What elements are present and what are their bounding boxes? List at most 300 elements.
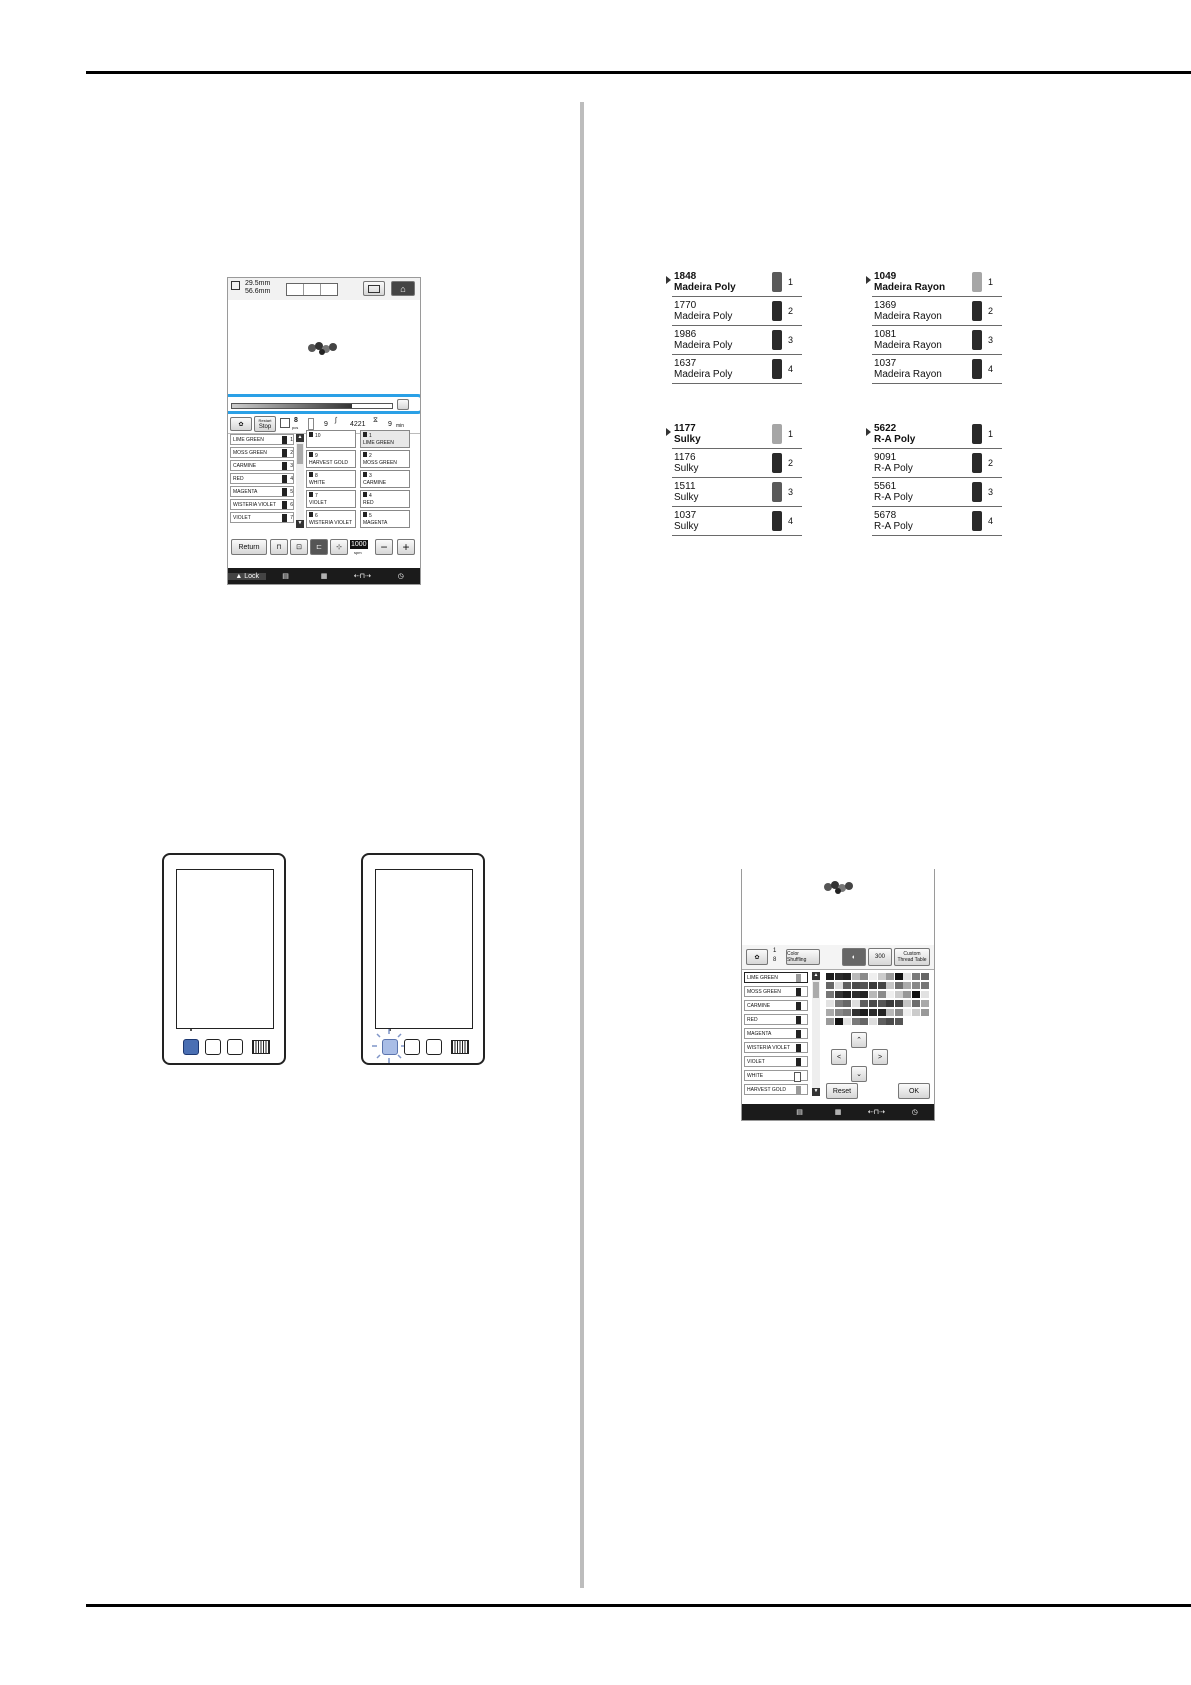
arrow-left-button[interactable] [831,1049,847,1065]
palette-swatch[interactable] [860,1018,868,1025]
color-name: HARVEST GOLD [747,1087,786,1093]
palette-swatch[interactable] [835,982,843,989]
device-illustration-off [162,853,286,1065]
color-list-scrollbar[interactable] [812,972,820,1096]
palette-swatch[interactable] [895,1000,903,1007]
palette-swatch[interactable] [852,991,860,998]
scroll-thumb[interactable] [813,982,819,998]
scroll-down-button[interactable]: ▼ [813,1088,819,1094]
sequence-number: 7 [315,493,318,499]
palette-swatch[interactable] [826,982,834,989]
thread-row[interactable] [872,326,1002,355]
spool-icon [972,330,982,350]
thread-table-sulky [672,420,802,536]
thread-code: 1177 [674,423,696,434]
palette-swatch[interactable] [843,1000,851,1007]
palette-swatch[interactable] [903,1018,911,1025]
palette-swatch[interactable] [903,991,911,998]
spool-icon [972,359,982,379]
magnify-icon[interactable] [280,418,290,428]
key-3 [227,1039,243,1055]
palette-swatch[interactable] [869,991,877,998]
palette-swatch[interactable] [878,1018,886,1025]
sequence-number: 6 [315,513,318,519]
color-list-item[interactable] [230,434,294,445]
speed-value: 1000 [351,541,367,548]
sequence-color-name: VIOLET [309,500,327,506]
thread-color-swatch [796,1058,801,1066]
thread-number: 3 [988,486,994,497]
color-list-item[interactable] [744,1070,808,1081]
spool-icon [772,453,782,473]
palette-swatch[interactable] [878,1009,886,1016]
palette-swatch[interactable] [903,1000,911,1007]
speed-decrease-button[interactable] [375,539,393,555]
thread-code: 9091 [874,452,897,463]
color-number: 1 [290,437,293,443]
thread-code: 5678 [874,510,897,521]
scroll-up-button[interactable]: ▲ [813,972,819,978]
thread-brand: R-A Poly [874,434,916,445]
palette-swatch[interactable] [886,991,894,998]
sequence-now: 9 [324,421,328,428]
thread-color-swatch [363,452,367,457]
sequence-cell[interactable] [306,470,356,488]
color-name: MOSS GREEN [747,989,781,995]
sequence-number: 2 [369,453,372,459]
time-icon: ⧖ [373,417,378,424]
thread-row[interactable] [872,268,1002,297]
thread-code: 1081 [874,329,897,340]
palette-swatch[interactable] [860,982,868,989]
thread-number: 4 [988,515,994,526]
document-icon[interactable]: ▤ [282,573,289,580]
color-list-item[interactable] [744,1056,808,1067]
palette-swatch[interactable] [852,1018,860,1025]
thread-code: 1770 [674,300,697,311]
color-list-item[interactable] [230,499,294,510]
thread-row[interactable] [672,355,802,384]
thread-number: 1 [788,428,794,439]
slider-handle[interactable] [397,399,409,410]
color-name: MOSS GREEN [233,450,267,456]
color-list-item[interactable] [744,1000,808,1011]
palette-swatch[interactable] [878,973,886,980]
blink-rays-icon [370,1027,408,1065]
spool-icon [972,301,982,321]
palette-swatch[interactable] [912,1000,920,1007]
thread-row[interactable] [872,478,1002,507]
color-list-item[interactable] [230,512,294,523]
color-name: MAGENTA [747,1031,772,1037]
bottom-rule [86,1604,1191,1607]
restart-label: Restart [258,418,272,423]
sequence-color-name: MAGENTA [363,520,388,526]
thread-number: 3 [788,334,794,345]
bottom-controls [228,536,420,558]
palette-swatch[interactable] [860,991,868,998]
sequence-color-name: WHITE [309,480,326,486]
spool-icon [972,424,982,444]
thread-code: 1037 [874,358,897,369]
sequence-cell[interactable] [360,510,410,528]
color-name: CARMINE [233,463,257,469]
thread-code: 5622 [874,423,897,434]
thumb-icon: ✿ [238,421,244,428]
document-icon[interactable]: ▤ [796,1109,803,1116]
palette-swatch[interactable] [869,1018,877,1025]
scroll-down-button[interactable]: ▼ [297,520,303,526]
color-list-item[interactable] [744,1014,808,1025]
ok-button[interactable]: OK [898,1083,930,1099]
thread-color-swatch [794,1072,801,1082]
palette-swatch[interactable] [921,973,929,980]
color-unit: pcs [292,425,299,430]
presser-foot-icon[interactable]: ⇠⊓⇢ [867,1109,886,1116]
sequence-number: 10 [315,433,321,439]
thread-number: 1 [988,428,994,439]
minus-icon: − [380,540,388,554]
floral-design-thumbnail [306,340,340,356]
thread-code: 1511 [674,481,696,492]
color-list-item[interactable] [744,1042,808,1053]
thread-brand: Sulky [674,434,701,445]
color-number: 3 [290,463,293,469]
palette-swatch[interactable] [878,982,886,989]
arrow-right-button[interactable] [872,1049,888,1065]
thread-label [672,358,772,380]
palette-swatch[interactable] [921,1009,929,1016]
color-list-scrollbar[interactable] [296,434,304,528]
thread-number: 2 [788,457,794,468]
palette-swatch[interactable] [843,973,851,980]
color-list-item[interactable] [744,986,808,997]
arrow-up-button[interactable] [851,1032,867,1048]
thread-row[interactable] [872,297,1002,326]
sequence-color-name: CARMINE [363,480,387,486]
design-thumb-button[interactable] [746,949,768,965]
thread-row[interactable] [672,478,802,507]
grid-key [252,1040,270,1054]
palette-swatch[interactable] [869,1000,877,1007]
palette-swatch[interactable] [835,991,843,998]
selected-arrow-icon [666,276,671,284]
thread-label [872,300,972,322]
palette-swatch[interactable] [869,973,877,980]
color-name: RED [747,1017,758,1023]
thread-color-swatch [796,1044,801,1052]
thread-color-swatch [282,514,287,522]
thread-brand: Madeira Rayon [874,340,942,351]
palette-swatch[interactable] [886,1000,894,1007]
home-button[interactable] [391,281,415,296]
presser-foot-icon[interactable]: ⇠⊓⇢ [353,573,372,580]
warning-icon: ▲ [235,572,243,580]
thread-spool-icon [308,418,314,430]
thread-color-swatch [796,1002,801,1010]
memory-icon [368,285,380,293]
color-name: MAGENTA [233,489,258,495]
thread-color-swatch [282,501,287,509]
color-list [742,972,812,1100]
thread-color-swatch [363,432,367,437]
stop-button[interactable] [254,416,276,432]
reset-button[interactable]: Reset [826,1083,858,1099]
thread-code: 1848 [674,271,697,282]
palette-swatch[interactable] [869,982,877,989]
sequence-cell[interactable] [306,490,356,508]
thread-row[interactable] [672,420,802,449]
palette-swatch[interactable] [826,991,834,998]
palette-swatch[interactable] [895,973,903,980]
palette-swatch[interactable] [826,1018,834,1025]
palette-swatch[interactable] [843,1018,851,1025]
palette-swatch[interactable] [826,973,834,980]
trim-icon: ⊏ [316,544,322,551]
palette-swatch[interactable] [912,1018,920,1025]
indicator-dot [190,1029,192,1031]
palette-swatch[interactable] [878,991,886,998]
sequence-cell[interactable] [360,450,410,468]
selected-arrow-icon [866,428,871,436]
palette-swatch[interactable] [826,1009,834,1016]
sequence-number: 1 [369,433,372,439]
lock-button[interactable] [228,573,266,580]
color-name: LIME GREEN [747,975,778,981]
frame-button[interactable] [290,539,308,555]
thread-number: 4 [988,363,994,374]
color-list-item[interactable] [744,972,808,983]
key-2 [404,1039,420,1055]
thread-color-swatch [282,488,287,496]
palette-swatch[interactable] [852,1009,860,1016]
selected-arrow-icon [666,428,671,436]
palette-swatch[interactable] [886,982,894,989]
palette-swatch[interactable] [912,982,920,989]
palette-swatch[interactable] [912,973,920,980]
thread-color-swatch [363,512,367,517]
sequence-cell[interactable] [306,430,356,448]
thread-number: 3 [788,486,794,497]
home-icon: ⌂ [400,283,406,294]
palette-swatch[interactable] [895,991,903,998]
stop-label: Stop [258,424,272,430]
palette-swatch[interactable] [860,973,868,980]
color-shuffling-button[interactable] [786,949,820,965]
palette-swatch[interactable] [826,1000,834,1007]
sequence-number: 8 [315,473,318,479]
spool-icon [772,272,782,292]
palette-swatch[interactable] [843,991,851,998]
color-list-item[interactable] [230,460,294,471]
thread-color-swatch [309,492,313,497]
selected-arrow-icon [866,276,871,284]
thread-brand: Madeira Rayon [874,369,942,380]
dimension-width: 29.5mm [245,280,271,287]
thread-code: 5561 [874,481,897,492]
palette-swatch[interactable] [921,982,929,989]
palette-swatch[interactable] [912,1009,920,1016]
embroidery-screen [227,277,421,585]
speed-unit: spm [354,550,362,555]
palette-swatch[interactable] [895,1018,903,1025]
thread-color-swatch [796,1030,801,1038]
palette-swatch[interactable] [886,973,894,980]
palette-swatch[interactable] [860,1009,868,1016]
embroidery-frame-icon[interactable]: ▦ [320,573,328,580]
palette-swatch[interactable] [903,973,911,980]
thread-row[interactable] [872,449,1002,478]
thread-trim-button[interactable] [310,539,328,555]
thread-color-swatch [363,472,367,477]
device-screen [176,869,274,1029]
position-buttons[interactable] [286,283,338,296]
thread-label [872,423,972,445]
color-number: 4 [290,476,293,482]
palette-swatch[interactable] [869,1009,877,1016]
thread-label [672,510,772,532]
thread-color-swatch [796,1086,801,1094]
design-thumb-button[interactable] [230,417,252,431]
palette-swatch[interactable] [835,973,843,980]
palette-icon: ◐ [851,953,857,961]
thread-brand: Madeira Poly [674,340,733,351]
scroll-up-button[interactable]: ▲ [297,434,303,440]
arrow-down-button[interactable] [851,1066,867,1082]
color-shuffling-label: Color Shuffling [787,951,807,963]
palette-swatch[interactable] [835,1000,843,1007]
needle-icon: ∫ [335,417,337,424]
thread-label [872,329,972,351]
thread-brand: Madeira Poly [674,311,733,322]
thread-label [872,510,972,532]
thread-number: 2 [988,457,994,468]
thread-brand: Sulky [674,463,699,474]
key-2 [205,1039,221,1055]
speed-increase-button[interactable] [397,539,415,555]
palette-swatch[interactable] [852,1000,860,1007]
thread-code: 1176 [674,452,696,463]
palette-swatch[interactable] [878,1000,886,1007]
thread-brand: Madeira Poly [674,282,736,293]
palette-swatch[interactable] [852,973,860,980]
thread-palette-button[interactable] [842,948,866,966]
color-list [228,434,298,534]
color-list-item[interactable] [230,473,294,484]
palette-swatch[interactable] [835,1018,843,1025]
palette-swatch[interactable] [912,991,920,998]
color-number: 5 [290,489,293,495]
sequence-cell[interactable] [360,490,410,508]
clock-icon[interactable]: ◷ [911,1109,918,1116]
stitch-progress-slider[interactable] [227,394,421,414]
color-name: RED [233,476,244,482]
color-list-item[interactable] [744,1084,808,1095]
color-number: 7 [290,515,293,521]
sequence-color-name: HARVEST GOLD [309,460,348,466]
thread-row[interactable] [872,355,1002,384]
thread-code: 1637 [674,358,697,369]
palette-swatch[interactable] [921,1000,929,1007]
sequence-grid [306,430,418,534]
screen-header [228,278,420,301]
palette-swatch[interactable] [835,1009,843,1016]
needle-bar-button[interactable] [270,539,288,555]
thread-row[interactable] [672,507,802,536]
return-button[interactable]: Return [231,539,267,555]
thread-number: 2 [788,305,794,316]
chevron-up-icon: ⌃ [856,1037,862,1044]
sequence-cell[interactable] [360,470,410,488]
frame-icon: ⊡ [296,544,302,551]
thread-row[interactable] [672,449,802,478]
palette-swatch[interactable] [903,982,911,989]
thread-label [672,300,772,322]
thumb-icon: ✿ [754,954,760,961]
thread-label [672,481,772,503]
palette-swatch[interactable] [843,982,851,989]
thread-code: 1037 [674,510,697,521]
thread-brand: Sulky [674,492,699,503]
thread-color-palette[interactable] [826,973,930,1029]
slider-progress [232,404,352,408]
clock-icon[interactable]: ◷ [397,573,404,580]
palette-swatch[interactable] [843,1009,851,1016]
thread-color-swatch [796,988,801,996]
thread-row[interactable] [672,326,802,355]
thread-row[interactable] [672,268,802,297]
palette-swatch[interactable] [886,1009,894,1016]
color-list-item[interactable] [230,447,294,458]
custom-thread-table-button[interactable] [894,948,930,966]
spool-icon [772,511,782,531]
thread-label [872,481,972,503]
plus-icon: + [402,540,410,554]
sequence-cell[interactable] [306,450,356,468]
tension-button[interactable] [330,539,348,555]
palette-swatch[interactable] [852,982,860,989]
thread-color-swatch [309,512,313,517]
thread-color-screen [741,869,935,1121]
thread-label [672,271,772,293]
palette-swatch[interactable] [921,1018,929,1025]
status-bar [742,1104,934,1120]
palette-swatch[interactable] [860,1000,868,1007]
embroidery-frame-icon[interactable]: ▦ [834,1109,842,1116]
palette-swatch[interactable] [895,1009,903,1016]
palette-swatch[interactable] [886,1018,894,1025]
sequence-cell[interactable] [360,430,410,448]
time-unit: min [396,423,405,429]
300-colors-button[interactable] [868,948,892,966]
key-3 [426,1039,442,1055]
thread-row[interactable] [872,507,1002,536]
thread-row[interactable] [872,420,1002,449]
thread-row[interactable] [672,297,802,326]
floral-design-thumbnail [822,879,856,895]
spool-icon [972,272,982,292]
thread-label [672,423,772,445]
scroll-thumb[interactable] [297,444,303,464]
tension-icon: ⊹ [336,544,342,551]
memory-button[interactable] [363,281,385,296]
palette-swatch[interactable] [903,1009,911,1016]
palette-swatch[interactable] [895,982,903,989]
sequence-cell[interactable] [306,510,356,528]
palette-swatch[interactable] [921,991,929,998]
color-list-item[interactable] [744,1028,808,1039]
color-list-item[interactable] [230,486,294,497]
